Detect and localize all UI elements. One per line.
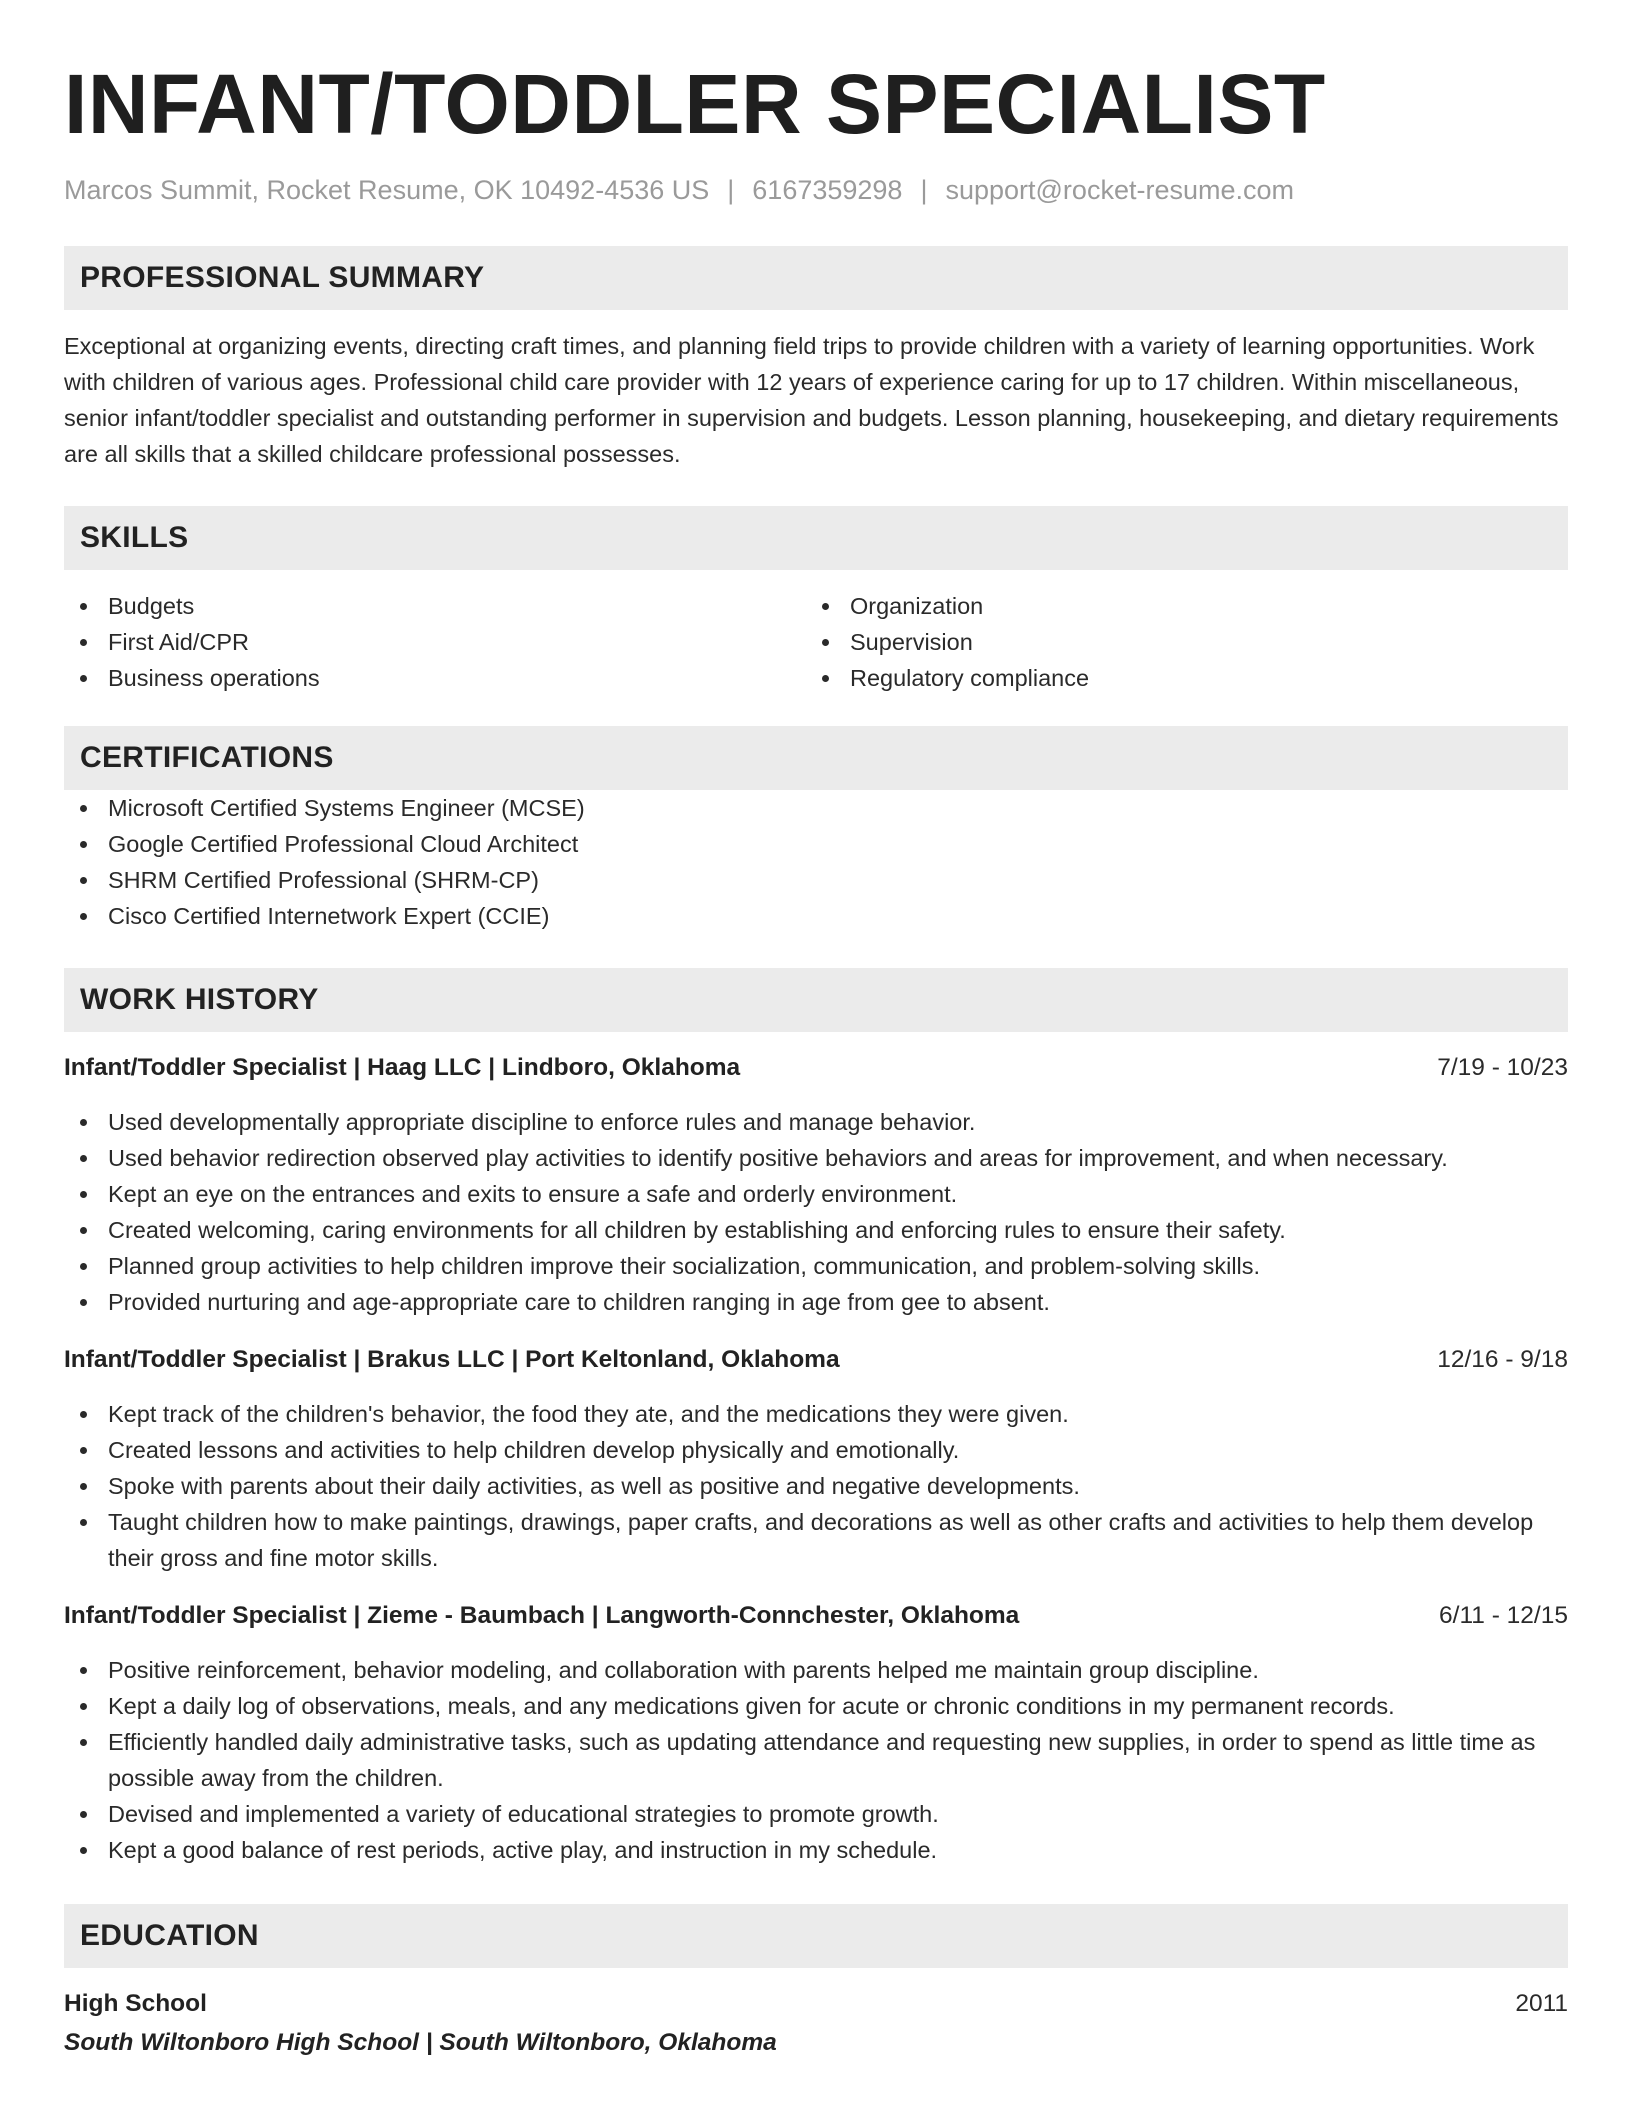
certifications-heading: CERTIFICATIONS xyxy=(64,726,1568,790)
job-bullet: Positive reinforcement, behavior modeling, and collaboration with parents helped me maintain group discipline. xyxy=(64,1652,1568,1688)
job-dates: 7/19 - 10/23 xyxy=(1437,1054,1568,1081)
job-dates: 6/11 - 12/15 xyxy=(1439,1602,1568,1629)
job-entry xyxy=(64,1050,1568,1320)
education-section xyxy=(64,1904,1568,2061)
skill-item: Supervision xyxy=(806,624,1568,660)
skills-section xyxy=(64,506,1568,696)
skill-item: First Aid/CPR xyxy=(64,624,806,660)
contact-line xyxy=(64,172,1568,208)
contact-separator: | xyxy=(920,175,928,205)
job-bullet: Provided nurturing and age-appropriate care to children ranging in age from gee to absent. xyxy=(64,1284,1568,1320)
job-entry xyxy=(64,1342,1568,1576)
job-bullets xyxy=(64,1104,1568,1320)
skill-item: Business operations xyxy=(64,660,806,696)
job-bullet: Taught children how to make paintings, drawings, paper crafts, and decorations as well as other crafts and activities to help them develop their gross and fine motor skills. xyxy=(64,1504,1568,1576)
job-bullet: Used behavior redirection observed play activities to identify positive behaviors and areas for improvement, and when necessary. xyxy=(64,1140,1568,1176)
job-bullet: Kept track of the children's behavior, the food they ate, and the medications they were given. xyxy=(64,1396,1568,1432)
job-bullet: Kept an eye on the entrances and exits to ensure a safe and orderly environment. xyxy=(64,1176,1568,1212)
summary-heading: PROFESSIONAL SUMMARY xyxy=(64,246,1568,310)
work-history-heading: WORK HISTORY xyxy=(64,968,1568,1032)
job-dates: 12/16 - 9/18 xyxy=(1437,1346,1568,1373)
certification-item: Google Certified Professional Cloud Architect xyxy=(64,826,1568,862)
skills-grid xyxy=(64,588,1568,696)
job-bullet: Efficiently handled daily administrative tasks, such as updating attendance and requesting new supplies, in order to spend as little time as possible away from the children. xyxy=(64,1724,1568,1796)
job-bullet: Kept a daily log of observations, meals, and any medications given for acute or chronic conditions in my permanent records. xyxy=(64,1688,1568,1724)
summary-text: Exceptional at organizing events, directing craft times, and planning field trips to provide children with a variety of learning opportunities. Work with children of various ages. Professional child care provider with 12 years of experience caring for up to 17 children. Within miscellaneous, senior infant/toddler specialist and outstanding performer in supervision and budgets. Lesson planning, housekeeping, and dietary requirements are all skills that a skilled childcare professional possesses. xyxy=(64,333,1559,467)
contact-phone: 6167359298 xyxy=(752,175,903,205)
education-entry xyxy=(64,1986,1568,2061)
education-heading: EDUCATION xyxy=(64,1904,1568,1968)
contact-separator: | xyxy=(727,175,735,205)
certification-item: Microsoft Certified Systems Engineer (MCSE) xyxy=(64,790,1568,826)
job-bullet: Created lessons and activities to help children develop physically and emotionally. xyxy=(64,1432,1568,1468)
certifications-section xyxy=(64,726,1568,934)
skills-list-right xyxy=(806,588,1568,696)
skills-list-left xyxy=(64,588,806,696)
certification-item: Cisco Certified Internetwork Expert (CCIE) xyxy=(64,898,1568,934)
education-degree: High School xyxy=(64,1990,207,2017)
job-bullet: Kept a good balance of rest periods, active play, and instruction in my schedule. xyxy=(64,1832,1568,1868)
job-bullet: Spoke with parents about their daily activities, as well as positive and negative developments. xyxy=(64,1468,1568,1504)
job-header xyxy=(64,1342,1568,1378)
summary-section xyxy=(64,246,1568,472)
skill-item: Regulatory compliance xyxy=(806,660,1568,696)
job-bullets xyxy=(64,1652,1568,1868)
education-year: 2011 xyxy=(1515,1990,1568,2017)
job-bullet: Used developmentally appropriate discipline to enforce rules and manage behavior. xyxy=(64,1104,1568,1140)
job-title: Infant/Toddler Specialist | Zieme - Baumbach | Langworth-Connchester, Oklahoma xyxy=(64,1602,1020,1629)
contact-email: support@rocket-resume.com xyxy=(945,175,1294,205)
work-history-section xyxy=(64,968,1568,1868)
job-bullet: Planned group activities to help children improve their socialization, communication, and problem-solving skills. xyxy=(64,1248,1568,1284)
skill-item: Organization xyxy=(806,588,1568,624)
job-header xyxy=(64,1050,1568,1086)
skill-item: Budgets xyxy=(64,588,806,624)
job-bullets xyxy=(64,1396,1568,1576)
certifications-list xyxy=(64,790,1568,934)
job-entry xyxy=(64,1598,1568,1868)
job-header xyxy=(64,1598,1568,1634)
education-header xyxy=(64,1986,1568,2022)
candidate-title: INFANT/TODDLER SPECIALIST xyxy=(64,57,1326,151)
skills-heading: SKILLS xyxy=(64,506,1568,570)
job-bullet: Created welcoming, caring environments for all children by establishing and enforcing rules to ensure their safety. xyxy=(64,1212,1568,1248)
job-title: Infant/Toddler Specialist | Brakus LLC | Port Keltonland, Oklahoma xyxy=(64,1346,840,1373)
education-school: South Wiltonboro High School | South Wiltonboro, Oklahoma xyxy=(64,2029,777,2056)
job-bullet: Devised and implemented a variety of educational strategies to promote growth. xyxy=(64,1796,1568,1832)
contact-address: Marcos Summit, Rocket Resume, OK 10492-4536 US xyxy=(64,175,710,205)
certification-item: SHRM Certified Professional (SHRM-CP) xyxy=(64,862,1568,898)
job-title: Infant/Toddler Specialist | Haag LLC | Lindboro, Oklahoma xyxy=(64,1054,741,1081)
